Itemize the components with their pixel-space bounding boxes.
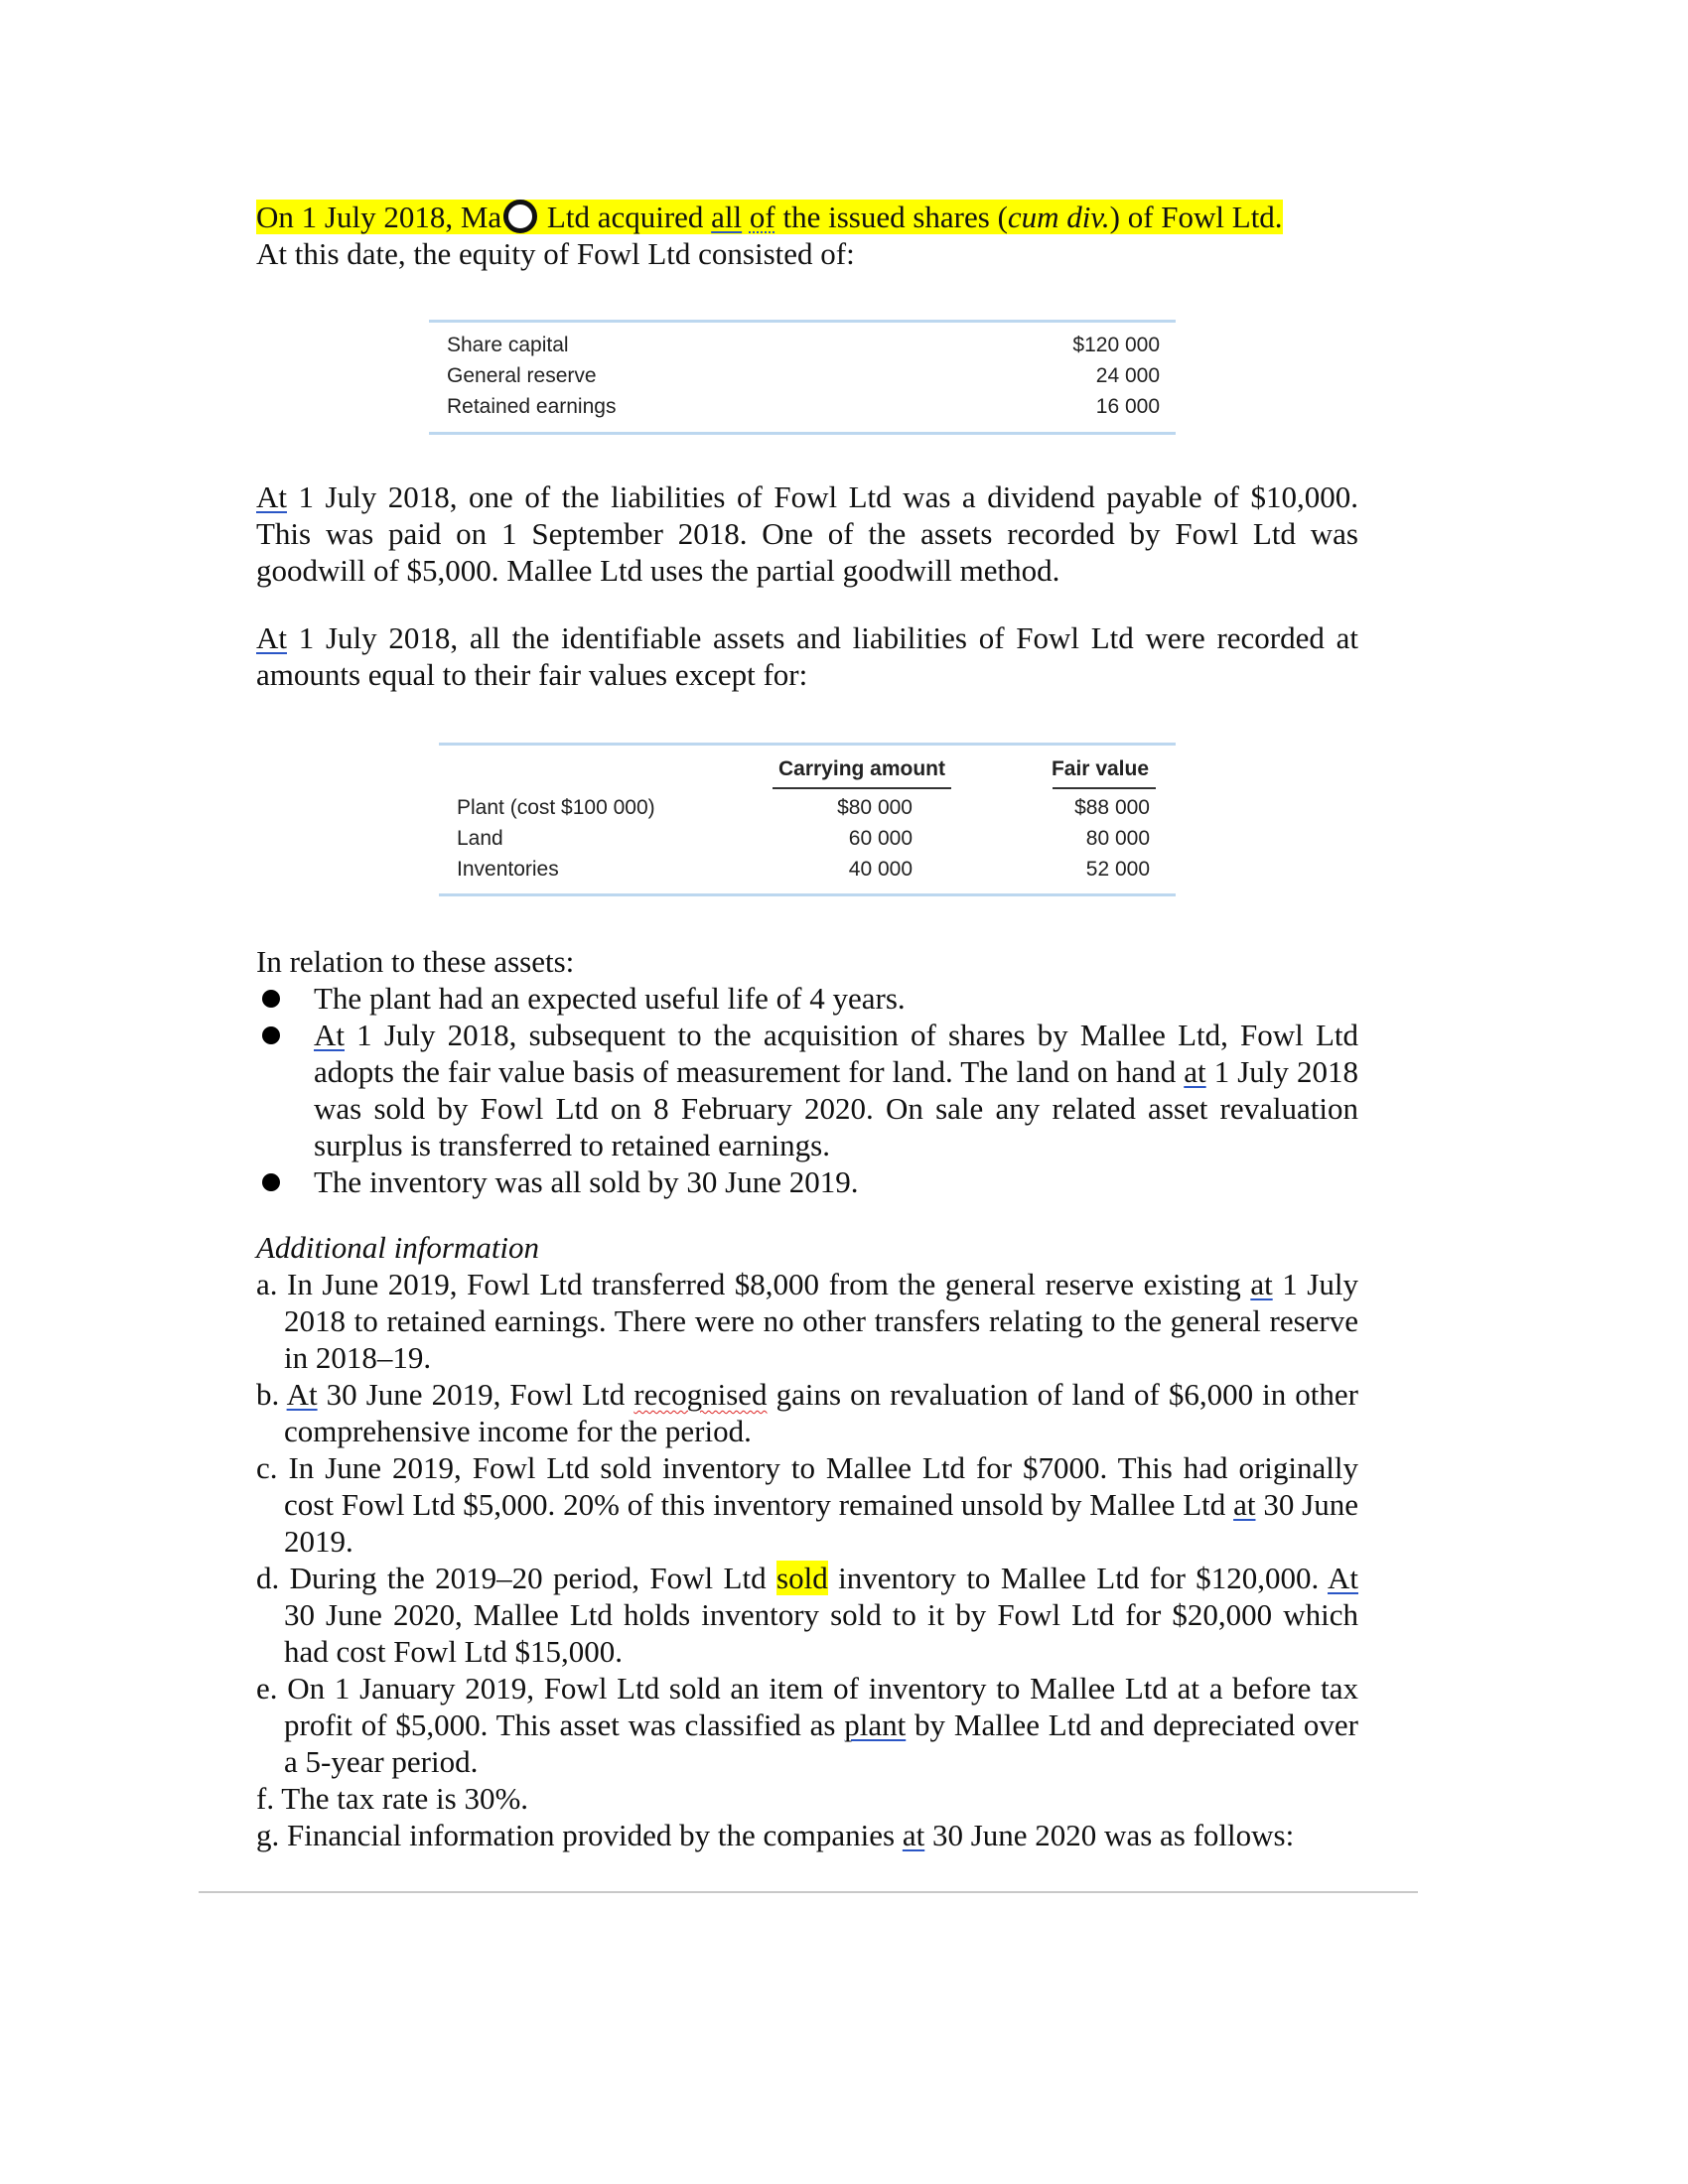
fair-value-paragraph: At 1 July 2018, all the identifiable assets and liabilities of Fowl Ltd were recorded at amounts equal to their fair values except for: bbox=[256, 620, 1358, 692]
intro-text: ) of Fowl Ltd. bbox=[1109, 200, 1283, 234]
bullet-icon bbox=[262, 1026, 280, 1044]
table-row bbox=[439, 796, 1176, 826]
word-at: At bbox=[1328, 1561, 1358, 1595]
list-item: c. In June 2019, Fowl Ltd sold inventory to Mallee Ltd for $7000. This had originally cost Fowl Ltd $5,000. 20% of this inventory remained unsold by Mallee Ltd at 30 June 2019. bbox=[256, 1450, 1359, 1559]
intro-paragraph bbox=[256, 199, 1358, 272]
table-row bbox=[429, 364, 1176, 394]
word-at: At bbox=[286, 1377, 318, 1412]
row-carrying: 60 000 bbox=[848, 827, 913, 850]
intro-word-of: of bbox=[749, 200, 775, 234]
dividend-paragraph: At 1 July 2018, one of the liabilities of Fowl Ltd was a dividend payable of $10,000. This was paid on 1 September 2018. One of the assets recorded by Fowl Ltd was goodwill of $5,000. Mallee Ltd uses the partial goodwill method. bbox=[256, 479, 1358, 588]
row-fair: 52 000 bbox=[1085, 858, 1150, 881]
intro-text: the issued shares ( bbox=[774, 200, 1008, 234]
row-label: Land bbox=[457, 827, 503, 850]
intro-word-all: all bbox=[711, 200, 743, 234]
list-item: b. At 30 June 2019, Fowl Ltd recognised gains on revaluation of land of $6,000 in other comprehensive income for the period. bbox=[256, 1377, 1358, 1448]
highlighted-word: sold bbox=[776, 1561, 828, 1595]
word-at: at bbox=[1233, 1487, 1256, 1522]
list-item: The inventory was all sold by 30 June 2019. bbox=[256, 1163, 1358, 1200]
word-at: at bbox=[902, 1818, 925, 1852]
row-value: 24 000 bbox=[1095, 364, 1160, 387]
row-label: Plant (cost $100 000) bbox=[457, 796, 655, 819]
additional-info-block bbox=[256, 1229, 1358, 1853]
list-item: At 1 July 2018, subsequent to the acquisition of shares by Mallee Ltd, Fowl Ltd adopts the fair value basis of measurement for land. The land on hand at 1 July 2018 was sold by Fowl Ltd on 8 February 2020. On sale any related asset revaluation surplus is transferred to retained earnings. bbox=[256, 1017, 1358, 1163]
fair-value-table bbox=[439, 743, 1176, 901]
relation-heading: In relation to these assets: bbox=[256, 944, 575, 979]
dividend-paragraph-block bbox=[256, 478, 1358, 589]
intro-cum-div: cum div. bbox=[1007, 200, 1110, 234]
list-item: g. Financial information provided by the companies at 30 June 2020 was as follows: bbox=[256, 1818, 1295, 1852]
row-label: Inventories bbox=[457, 858, 559, 881]
row-label: Retained earnings bbox=[447, 395, 617, 418]
row-carrying: 40 000 bbox=[848, 858, 913, 881]
list-item: The plant had an expected useful life of 4 years. bbox=[256, 980, 1358, 1017]
bullet-icon bbox=[262, 990, 280, 1008]
table-bottom-rule bbox=[429, 432, 1176, 435]
bullet-icon bbox=[262, 1173, 280, 1191]
cursor-ring-icon bbox=[503, 200, 537, 233]
word-plant: plant bbox=[844, 1707, 907, 1742]
row-value: 16 000 bbox=[1095, 395, 1160, 418]
row-carrying: $80 000 bbox=[837, 796, 913, 819]
row-fair: 80 000 bbox=[1085, 827, 1150, 850]
intro-text: On 1 July 2018, Ma bbox=[256, 200, 502, 234]
table-row bbox=[429, 395, 1176, 425]
page-divider bbox=[199, 1891, 1418, 1893]
word-at: At bbox=[256, 479, 287, 514]
table-top-rule bbox=[429, 320, 1176, 323]
header-fair-value: Fair value bbox=[1051, 757, 1150, 780]
relation-bullet-list bbox=[256, 980, 1358, 1200]
word-at: At bbox=[314, 1018, 345, 1052]
word-at: at bbox=[1184, 1054, 1206, 1089]
word-at: at bbox=[1250, 1267, 1273, 1301]
word-at: At bbox=[256, 620, 287, 655]
additional-heading: Additional information bbox=[256, 1230, 540, 1265]
list-item: d. During the 2019–20 period, Fowl Ltd sold inventory to Mallee Ltd for $120,000. At 30 June 2020, Mallee Ltd holds inventory sold to it by Fowl Ltd for $20,000 which had cost Fowl Ltd $15,000. bbox=[256, 1561, 1358, 1669]
list-item: a. In June 2019, Fowl Ltd transferred $8,000 from the general reserve existing at 1 July 2018 to retained earnings. There were no other transfers relating to the general reserve in 2018–19. bbox=[256, 1267, 1358, 1375]
row-label: General reserve bbox=[447, 364, 597, 387]
table-top-rule bbox=[439, 743, 1176, 746]
table-row bbox=[439, 858, 1176, 887]
row-value: $120 000 bbox=[1072, 334, 1160, 356]
header-underline bbox=[773, 787, 951, 789]
fair-value-paragraph-block bbox=[256, 619, 1358, 693]
intro-line-2: At this date, the equity of Fowl Ltd consisted of: bbox=[256, 236, 855, 271]
equity-table bbox=[429, 320, 1176, 439]
row-fair: $88 000 bbox=[1074, 796, 1150, 819]
table-bottom-rule bbox=[439, 893, 1176, 896]
document-body bbox=[256, 199, 1358, 272]
row-label: Share capital bbox=[447, 334, 569, 356]
header-underline bbox=[1053, 787, 1156, 789]
spellcheck-word[interactable]: recognised bbox=[633, 1377, 768, 1412]
intro-text: Ltd acquired bbox=[539, 200, 712, 234]
highlighted-sentence bbox=[256, 200, 1283, 234]
list-item: f. The tax rate is 30%. bbox=[256, 1781, 529, 1816]
table-row bbox=[439, 827, 1176, 857]
list-item: e. On 1 January 2019, Fowl Ltd sold an item of inventory to Mallee Ltd at a before tax profit of $5,000. This asset was classified as plant by Mallee Ltd and depreciated over a 5-year period. bbox=[256, 1671, 1358, 1779]
header-carrying-amount: Carrying amount bbox=[777, 757, 946, 780]
table-row bbox=[429, 334, 1176, 363]
relation-block bbox=[256, 943, 1358, 1200]
additional-info-list bbox=[256, 1266, 1358, 1853]
